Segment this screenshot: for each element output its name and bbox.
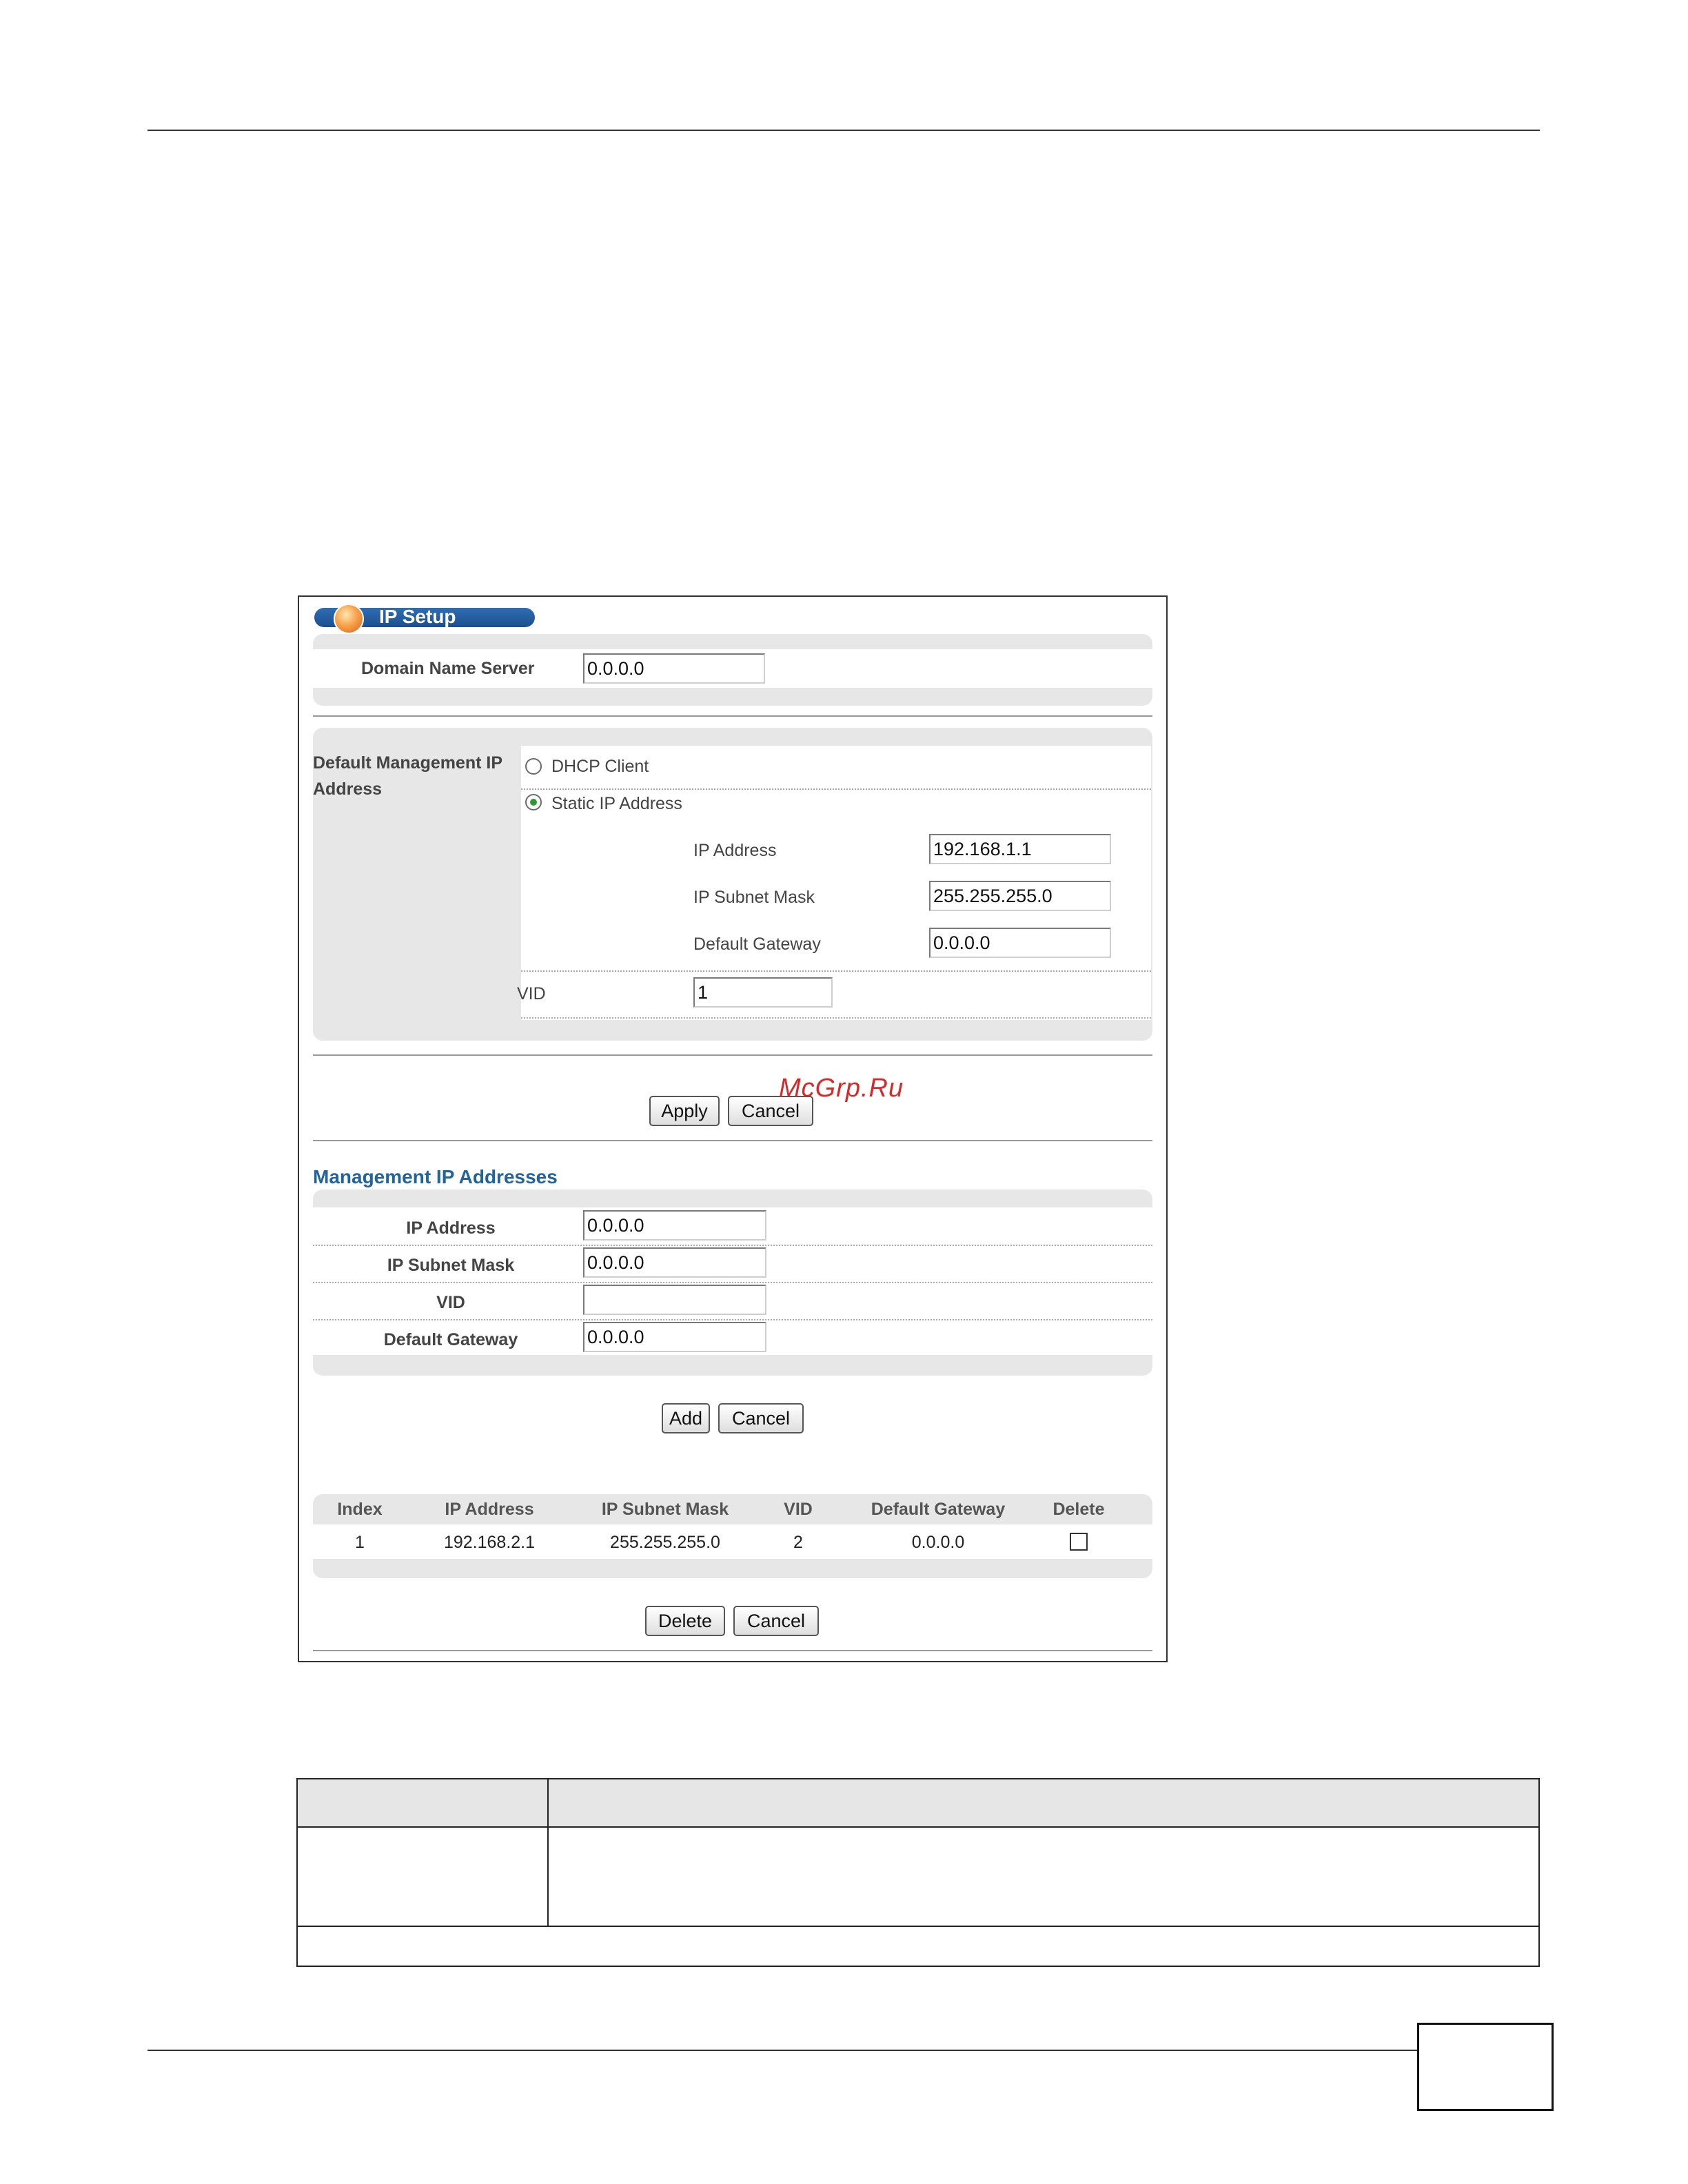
mgmt-vid-input[interactable] bbox=[583, 1285, 766, 1315]
static-subnet-mask-label: IP Subnet Mask bbox=[693, 888, 815, 907]
default-vid-input[interactable] bbox=[693, 977, 833, 1008]
default-mgmt-panel bbox=[313, 728, 1152, 1041]
static-gateway-label: Default Gateway bbox=[693, 935, 821, 954]
footer-rule bbox=[148, 2050, 1417, 2051]
col-mask-header: IP Subnet Mask bbox=[601, 1500, 729, 1519]
apply-button[interactable]: Apply bbox=[649, 1096, 720, 1126]
ip-setup-screen bbox=[298, 595, 1168, 1662]
field-description-table bbox=[296, 1778, 1540, 1967]
add-cancel-button[interactable]: Cancel bbox=[718, 1403, 804, 1433]
default-mgmt-label: Default Management IP Address bbox=[313, 753, 502, 799]
cell-vid: 2 bbox=[793, 1533, 803, 1552]
mgmt-panel bbox=[313, 1190, 1152, 1376]
add-button[interactable]: Add bbox=[662, 1403, 710, 1433]
mgmt-vid-label: VID bbox=[436, 1293, 465, 1312]
panel-title-bar bbox=[314, 608, 535, 627]
apply-cancel-button[interactable]: Cancel bbox=[728, 1096, 813, 1126]
mgmt-mask-label: IP Subnet Mask bbox=[387, 1256, 515, 1275]
static-gateway-input[interactable] bbox=[929, 928, 1111, 958]
static-ip-address-input[interactable] bbox=[929, 834, 1111, 864]
col-gateway-header: Default Gateway bbox=[871, 1500, 1006, 1519]
cell-gateway: 0.0.0.0 bbox=[911, 1533, 965, 1552]
mgmt-gateway-input[interactable] bbox=[583, 1322, 766, 1352]
col-delete-header: Delete bbox=[1053, 1500, 1105, 1519]
orb-icon bbox=[334, 604, 364, 634]
panel-title: IP Setup bbox=[379, 606, 456, 627]
mgmt-ip-table bbox=[313, 1494, 1152, 1578]
static-ip-label: Static IP Address bbox=[551, 794, 682, 813]
dhcp-label: DHCP Client bbox=[551, 757, 649, 776]
mgmt-ip-input[interactable] bbox=[583, 1210, 766, 1241]
col-index-header: Index bbox=[337, 1500, 383, 1519]
page-number-box bbox=[1417, 2023, 1554, 2111]
dns-label: Domain Name Server bbox=[361, 659, 535, 678]
default-vid-label: VID bbox=[517, 984, 546, 1003]
cell-ip: 192.168.2.1 bbox=[443, 1533, 536, 1552]
col-vid-header: VID bbox=[784, 1500, 813, 1519]
delete-cancel-button[interactable]: Cancel bbox=[733, 1606, 819, 1636]
header-rule bbox=[148, 130, 1540, 131]
static-subnet-mask-input[interactable] bbox=[929, 881, 1111, 911]
dns-input[interactable] bbox=[583, 653, 765, 684]
static-ip-radio[interactable] bbox=[525, 794, 542, 810]
mgmt-mask-input[interactable] bbox=[583, 1247, 766, 1278]
static-ip-address-label: IP Address bbox=[693, 841, 777, 860]
mgmt-gateway-label: Default Gateway bbox=[383, 1330, 518, 1349]
mgmt-section-title: Management IP Addresses bbox=[313, 1166, 558, 1187]
delete-button[interactable]: Delete bbox=[645, 1606, 725, 1636]
cell-mask: 255.255.255.0 bbox=[610, 1533, 720, 1552]
table-header-row bbox=[298, 1779, 1538, 1828]
dhcp-radio[interactable] bbox=[525, 758, 542, 775]
mgmt-ip-label: IP Address bbox=[406, 1218, 496, 1238]
dns-panel bbox=[313, 634, 1152, 706]
watermark: McGrp.Ru bbox=[779, 1074, 904, 1103]
delete-checkbox[interactable] bbox=[1070, 1533, 1088, 1551]
col-ip-header: IP Address bbox=[445, 1500, 534, 1519]
cell-index: 1 bbox=[355, 1533, 365, 1552]
